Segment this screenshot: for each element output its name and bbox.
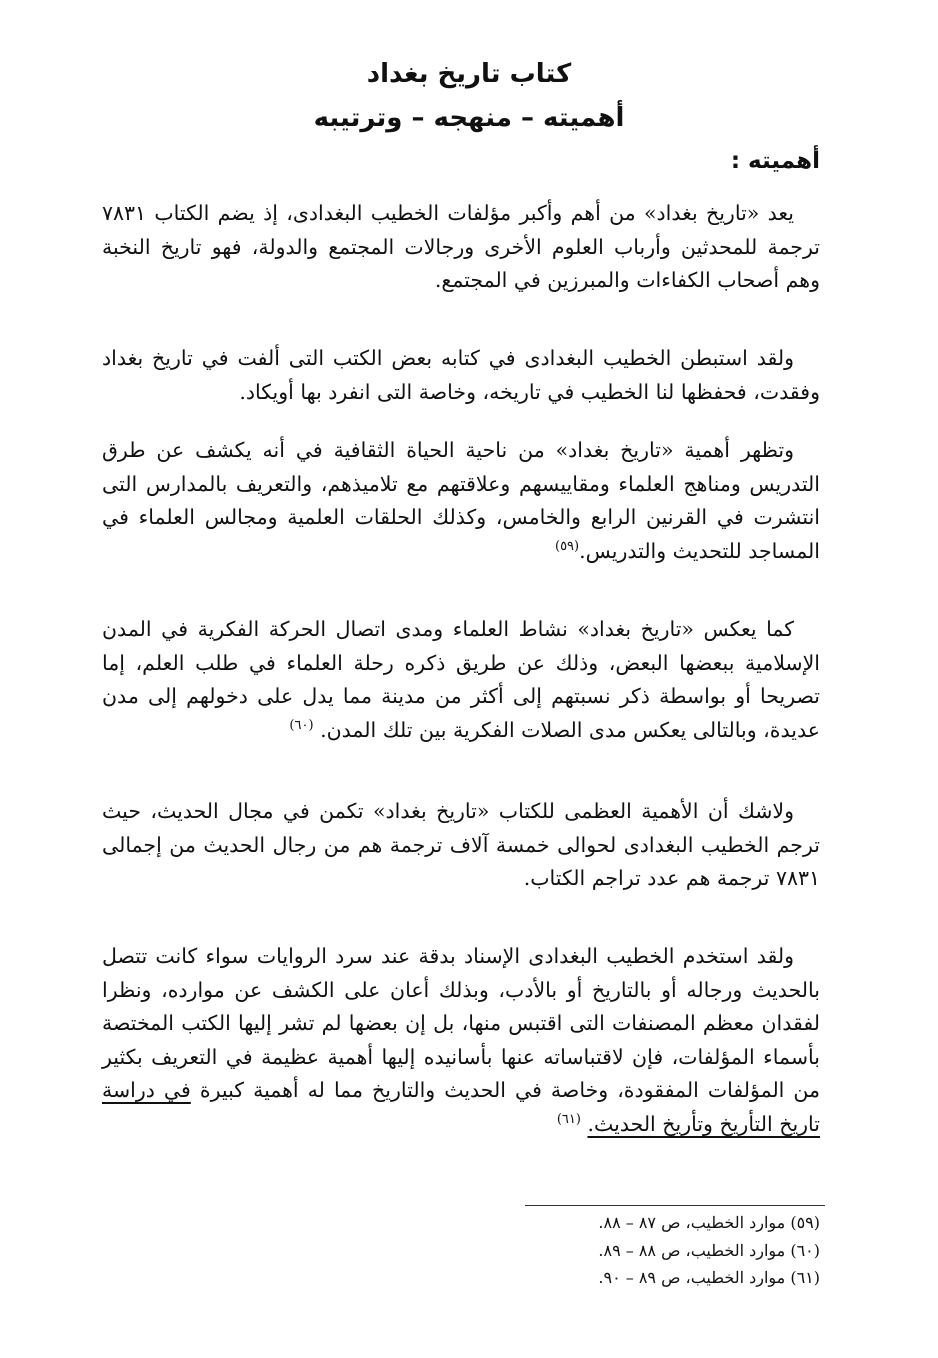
footnotes — [340, 1209, 820, 1292]
paragraph-6-underlined-text: في دراسة تاريخ التأريخ وتأريخ الحديث. — [102, 1078, 820, 1136]
footnote-ref-60: (٦٠) — [289, 717, 314, 733]
paragraph-1 — [102, 197, 820, 298]
footnote-ref-59: (٥٩) — [554, 538, 580, 554]
paragraph-4 — [102, 613, 820, 747]
paragraph-3 — [102, 434, 820, 568]
footnote-61: (٦١) موارد الخطيب، ص ٨٩ – ٩٠. — [598, 1268, 820, 1287]
footnote-divider — [525, 1205, 825, 1206]
footnote-59: (٥٩) موارد الخطيب، ص ٨٧ – ٨٨. — [598, 1213, 820, 1232]
paragraph-6-body — [102, 940, 820, 1142]
paragraph-4-text: كما يعكس «تاريخ بغداد» نشاط العلماء ومدى اتصال الحركة الفكرية في المدن الإسلامية ببعضها البعض، وذلك عن طريق ذكره رحلة العلماء في طلب العلم، إما تصريحا أو بواسطة ذكر نسبتهم إلى أكثر من مدينة مما يدل على دخولهم إلى مدن عديدة، وبالتالى يعكس مدى الصلات الفكرية بين تلك المدن. — [102, 617, 820, 742]
footnote-ref-61: (٦١) — [556, 1112, 581, 1128]
paragraph-1-text: يعد «تاريخ بغداد» من أهم وأكبر مؤلفات الخطيب البغدادى، إذ يضم الكتاب ٧٨٣١ ترجمة للمحدثين وأرباب العلوم الأخرى ورجالات المجتمع والدولة، فهو تاريخ النخبة وهم أصحاب الكفاءات والمبرزين في المجتمع. — [102, 201, 820, 293]
paragraph-2-text: ولقد استبطن الخطيب البغدادى في كتابه بعض الكتب التى ألفت في تاريخ بغداد وفقدت، فحفظها لنا الخطيب في تاريخه، وخاصة التى انفرد بها أويكاد. — [102, 346, 820, 404]
page-title: كتاب تاريخ بغداد — [366, 59, 572, 89]
section-heading: أهميته : — [730, 148, 820, 174]
footnote-60: (٦٠) موارد الخطيب، ص ٨٨ – ٨٩. — [598, 1240, 820, 1260]
paragraph-6-text: ولقد استخدم الخطيب البغدادى الإسناد بدقة عند سرد الروايات سواء كانت تتصل بالحديث ورجاله أو بالتاريخ أو بالأدب، وبذلك أعان على الكشف عن موارده، ونظرا لفقدان معظم المصنفات التى اقتبس منها، بل إن بعضها لم تشر إليها الكتب المختصة بأسماء المؤلفات، فإن لاقتباساته عنها بأسانيده إليها أهمية عظيمة في التعريف بكثير من المؤلفات المفقودة، وخاصة في الحديث والتاريخ مما له أهمية كبيرة — [102, 944, 821, 1103]
paragraph-3-text: وتظهر أهمية «تاريخ بغداد» من ناحية الحياة الثقافية في أنه يكشف عن طرق التدريس ومناهج العلماء ومقاييسهم وعلاقتهم مع تلاميذهم، والتعريف بالمدارس التى انتشرت في القرنين الرابع والخامس، وكذلك الحلقات العلمية ومجالس العلماء في المساجد للتحديث والتدريس. — [102, 438, 820, 563]
paragraph-2 — [102, 342, 820, 409]
paragraph-3-body — [102, 434, 820, 568]
paragraph-4-body — [102, 613, 820, 747]
paragraph-6 — [102, 940, 820, 1142]
page-subtitle: أهميته – منهجه – وترتيبه — [313, 103, 625, 133]
paragraph-5 — [102, 795, 820, 896]
paragraph-5-text: ولاشك أن الأهمية العظمى للكتاب «تاريخ بغداد» تكمن في مجال الحديث، حيث ترجم الخطيب البغدادى لحوالى خمسة آلاف ترجمة هم من رجال الحديث من إجمالى ٧٨٣١ ترجمة هم عدد تراجم الكتاب. — [102, 799, 820, 891]
